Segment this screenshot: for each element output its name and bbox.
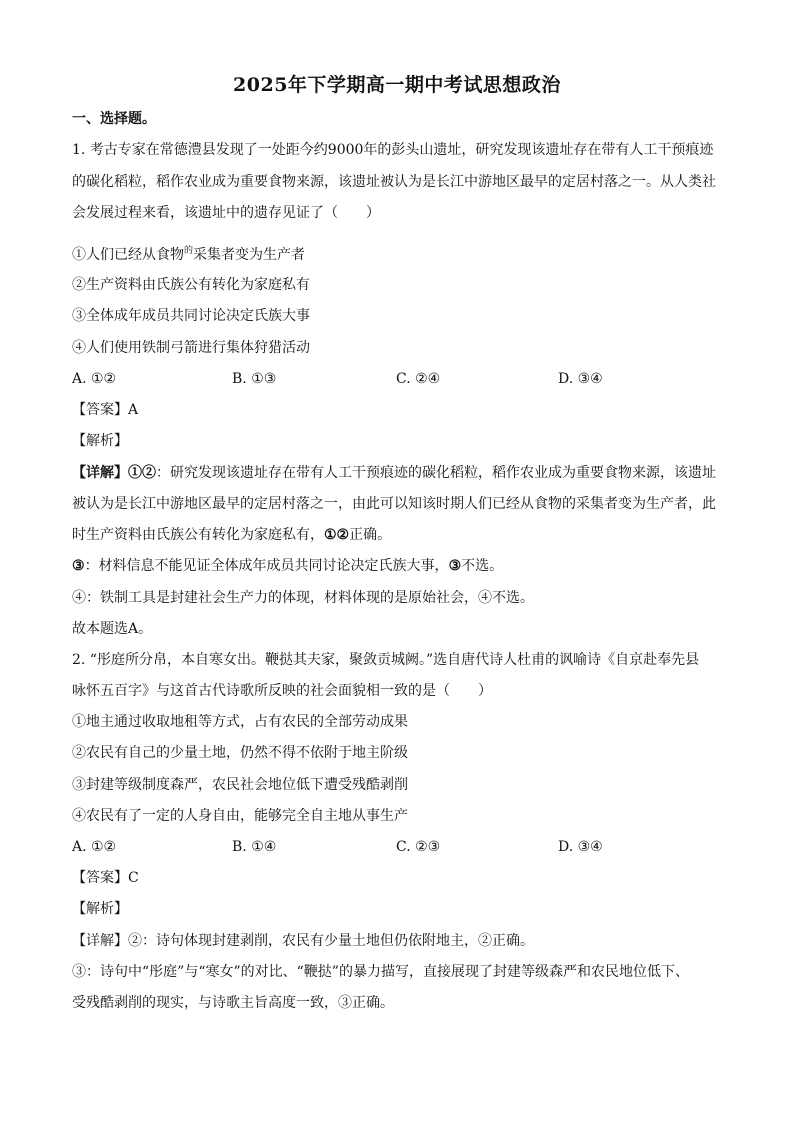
q2-item-2: ②农民有自己的少量土地，仍然不得不依附于地主阶级 (72, 745, 408, 761)
q1-option-b: B. ①③ (232, 371, 277, 387)
q1-answer: 【答案】A (72, 402, 139, 418)
q1-detail-text-4b: ：材料信息不能见证全体成年成员共同讨论决定氏族大事， (84, 558, 449, 574)
q1-option-a: A. ①② (72, 371, 117, 387)
q1-detail-line-2: 被认为是长江中游地区最早的定居村落之一，由此可以知该时期人们已经从食物的采集者变为生产者，此 (72, 496, 716, 512)
q1-detail-marker-4a: ③ (72, 558, 85, 574)
q1-item-4: ④人们使用铁制弓箭进行集体狩猎活动 (72, 340, 310, 356)
q1-analysis-label: 【解析】 (72, 433, 128, 449)
q1-item-1-text-b: 采集者变为生产者 (193, 247, 306, 263)
page-title: 2025年下学期高一期中考试思想政治 (233, 74, 561, 96)
q2-answer: 【答案】C (72, 870, 139, 886)
q1-detail-marker-4c: ③ (448, 558, 462, 574)
q2-detail-line-3: 受残酷剥削的现实，与诗歌主旨高度一致，③正确。 (72, 995, 394, 1011)
q2-stem-line-2: 咏怀五百字》与这首古代诗歌所反映的社会面貌相一致的是（ ） (72, 683, 492, 699)
q2-stem-line-1: 2. “彤庭所分帛，本自寒女出。鞭挞其夫家，聚敛贡城阙。”选自唐代诗人杜甫的讽喻诗《自京赴奉先县 (72, 652, 700, 668)
q2-item-3: ③封建等级制度森严，农民社会地位低下遭受残酷剥削 (72, 777, 408, 793)
q1-detail-marker-3b: ①② (324, 527, 350, 543)
q1-conclusion: 故本题选A。 (72, 621, 153, 637)
q1-detail-text-1: ：研究发现该遗址存在带有人工干预痕迹的碳化稻粒，稻作农业成为重要食物来源，该遗址 (156, 465, 716, 481)
q2-option-d: D. ③④ (558, 839, 603, 855)
q1-detail-line-1 (72, 463, 716, 483)
q1-item-1-text-a: ①人们已经从食物 (72, 247, 184, 263)
q2-analysis-label: 【解析】 (72, 901, 128, 917)
q1-item-1 (72, 241, 305, 265)
q2-option-c: C. ②③ (396, 839, 441, 855)
q1-item-3: ③全体成年成员共同讨论决定氏族大事 (72, 308, 310, 324)
q1-item-2: ②生产资料由氏族公有转化为家庭私有 (72, 277, 310, 293)
q1-stem-line-1: 1. 考古专家在常德澧县发现了一处距今约9000年的彭头山遗址，研究发现该遗址存在带有人工干预痕迹 (72, 142, 714, 158)
q1-detail-line-5: ④：铁制工具是封建社会生产力的体现，材料体现的是原始社会，④不选。 (72, 590, 534, 606)
q1-detail-line-3 (72, 525, 391, 545)
q1-item-1-superscript: 的 (184, 246, 194, 256)
q2-option-a: A. ①② (72, 839, 117, 855)
q2-detail-line-1: 【详解】②：诗句体现封建剥削，农民有少量土地但仍依附地主，②正确。 (72, 933, 534, 949)
q1-detail-text-3c: 正确。 (349, 527, 392, 543)
q1-detail-text-4d: 不选。 (461, 558, 504, 574)
q1-detail-line-4 (72, 556, 503, 576)
q1-detail-text-3a: 时生产资料由氏族公有转化为家庭私有， (72, 527, 324, 543)
section-heading: 一、选择题。 (72, 111, 156, 127)
q1-option-c: C. ②④ (396, 371, 441, 387)
q1-stem-line-2: 的碳化稻粒，稻作农业成为重要食物来源，该遗址被认为是长江中游地区最早的定居村落之一。从人类社 (72, 174, 716, 190)
q2-item-4: ④农民有了一定的人身自由，能够完全自主地从事生产 (72, 808, 408, 824)
q2-detail-line-2: ③：诗句中“彤庭”与“寒女”的对比、“鞭挞”的暴力描写，直接展现了封建等级森严和农民地位低下、 (72, 964, 689, 980)
q1-detail-head: 【详解】①② (72, 465, 156, 481)
q2-item-1: ①地主通过收取地租等方式，占有农民的全部劳动成果 (72, 714, 408, 730)
q1-stem-line-3: 会发展过程来看，该遗址中的遗存见证了（ ） (72, 205, 380, 221)
q2-option-b: B. ①④ (232, 839, 277, 855)
q1-option-d: D. ③④ (558, 371, 603, 387)
